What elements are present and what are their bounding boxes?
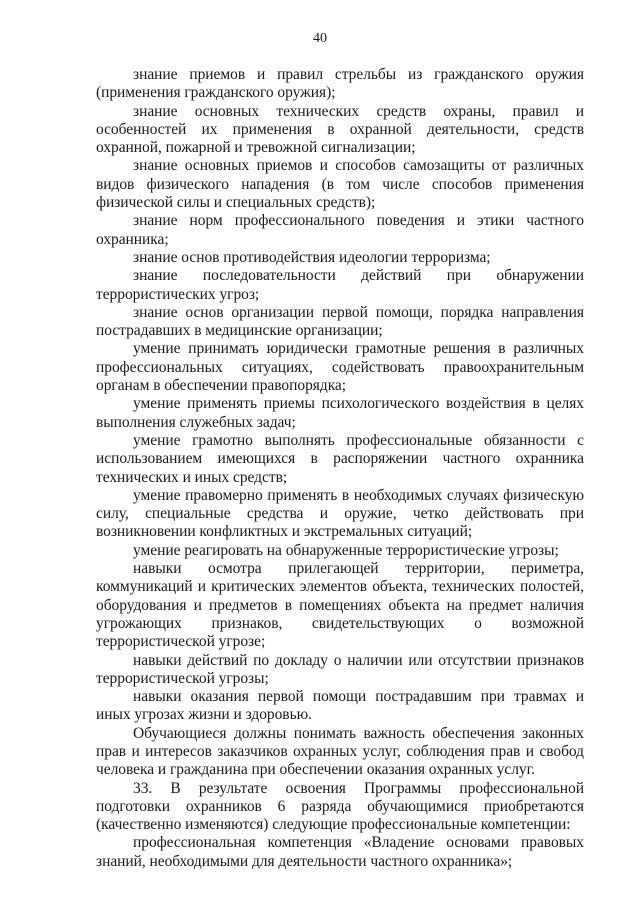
paragraph: навыки действий по докладу о наличии или отсутствии признаков террористической угрозы; (96, 651, 584, 687)
paragraph: знание основных технических средств охраны, правил и особенностей их применения в охранной деятельности, средств охранной, пожарной и тревожной сигнализации; (96, 102, 584, 157)
paragraph: умение реагировать на обнаруженные террористические угрозы; (133, 541, 559, 559)
paragraph: знание основ противодействия идеологии терроризма; (133, 248, 491, 266)
paragraph: 33. В результате освоения Программы профессиональной подготовки охранников 6 разряда обучающимися приобретаются (качественно изменяются) следующие профессиональные компетенции: (96, 779, 584, 834)
page-number: 40 (313, 31, 327, 46)
paragraph: знание приемов и правил стрельбы из гражданского оружия (применения гражданского оружия); (96, 66, 584, 102)
paragraph: профессиональная компетенция «Владение основами правовых знаний, необходимыми для деятельности частного охранника»; (96, 834, 584, 870)
paragraph: навыки оказания первой помощи пострадавшим при травмах и иных угрозах жизни и здоровью. (96, 688, 584, 724)
paragraph: умение правомерно применять в необходимых случаях физическую силу, специальные средства и оружие, четко действовать при возникновении конфликтных и экстремальных ситуаций; (96, 486, 584, 541)
paragraph: знание основ организации первой помощи, порядка направления пострадавших в медицинские организации; (96, 303, 584, 340)
paragraph: знание основных приемов и способов самозащиты от различных видов физического нападения (в том числе способов применения физической силы и специальных средств); (96, 157, 584, 212)
paragraph: знание норм профессионального поведения и этики частного охранника; (96, 212, 584, 248)
paragraph: умение грамотно выполнять профессиональные обязанности с использованием имеющихся в распоряжении частного охранника технических и иных средств; (96, 431, 584, 486)
paragraph: умение применять приемы психологического воздействия в целях выполнения служебных задач; (96, 395, 584, 431)
paragraph: навыки осмотра прилегающей территории, периметра, коммуникаций и критических элементов объекта, технических полостей, оборудования и предметов в помещениях объекта на предмет наличия угрожающих признаков, свидетельствующих о возможной террористической угрозе; (96, 560, 584, 651)
paragraph: умение принимать юридически грамотные решения в различных профессиональных ситуациях, содействовать правоохранительным органам в обеспечении правопорядка; (96, 340, 584, 395)
document-body (96, 66, 584, 871)
paragraph: знание последовательности действий при обнаружении террористических угроз; (96, 267, 584, 303)
paragraph: Обучающиеся должны понимать важность обеспечения законных прав и интересов заказчиков охранных услуг, соблюдения прав и свобод человека и гражданина при обеспечении оказания охранных услуг. (96, 724, 584, 779)
